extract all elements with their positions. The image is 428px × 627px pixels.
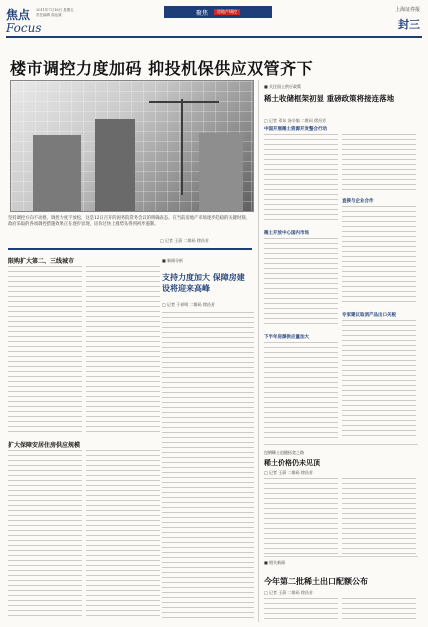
- issue-editor: 责任编辑 曲运斌: [36, 13, 62, 17]
- text-lines: [264, 134, 338, 224]
- text-block: [86, 450, 160, 620]
- banner-main: 聚焦: [195, 9, 208, 17]
- text-lines: [342, 598, 416, 622]
- text-block: [264, 342, 338, 438]
- divider: [8, 248, 252, 250]
- photo-crane: [181, 99, 183, 195]
- text-block: [264, 478, 338, 554]
- text-lines: [86, 266, 160, 436]
- text-lines: [8, 450, 82, 620]
- section-label: ■ 新闻分析: [162, 258, 184, 263]
- text-lines: [342, 206, 416, 306]
- column-divider: [258, 80, 259, 622]
- text-lines: [264, 342, 338, 438]
- right-headline: 稀土收储框架初显 重磅政策将接连落地: [264, 94, 395, 103]
- subheading: 稀土开放中心国内市场: [264, 231, 309, 236]
- issue-meta: [36, 8, 96, 18]
- text-block: [162, 312, 254, 622]
- bottom-credit: □ 记者 王蔚 二维码 徐昌芳: [264, 590, 313, 595]
- text-block: [342, 320, 416, 438]
- subheading: 直接与企业合作: [342, 199, 374, 204]
- text-lines: [8, 266, 82, 436]
- text-block: [8, 266, 82, 436]
- subheading-supply: 扩大保障安居住房供应规模: [8, 442, 81, 449]
- text-lines: [264, 478, 338, 554]
- section-label: ■ 关注国土供应政策: [264, 84, 302, 89]
- subheading: 专家建议取消产品出口关税: [342, 313, 396, 318]
- text-lines: [342, 134, 416, 194]
- photo-building: [95, 119, 135, 211]
- text-lines: [86, 450, 160, 620]
- section-title: 焦点: [6, 8, 31, 22]
- text-block: [342, 206, 416, 306]
- mid-credit: □ 记者 王蔚 二维码 徐昌芳: [264, 470, 313, 475]
- subheading: 中国开展稀土资源开发整合行动: [264, 127, 327, 132]
- center-headline: 支持力度加大 保障房建设将迎来高峰: [162, 272, 245, 293]
- mid-headline: 稀土价格仍未见顶: [264, 458, 320, 467]
- text-block: [342, 478, 416, 554]
- photo-building: [199, 133, 243, 211]
- subheading-limit: 限购扩大第二、三线城市: [8, 258, 75, 265]
- banner-sub: 房地产调控: [214, 9, 240, 15]
- bottom-headline: 今年第二批稀土出口配额公布: [264, 576, 368, 586]
- text-block: [342, 134, 416, 194]
- news-photo: [10, 80, 254, 212]
- paper-name: 上海证券报: [394, 7, 420, 13]
- text-lines: [264, 598, 338, 622]
- section-label: ■ 相关新闻: [264, 560, 286, 565]
- photo-crane-arm: [149, 101, 219, 103]
- text-block: [8, 450, 82, 620]
- text-block: [264, 598, 338, 622]
- page-number: 封三: [398, 18, 420, 31]
- text-lines: [264, 238, 338, 328]
- text-block: [264, 134, 338, 224]
- right-credit: □ 记者 邓东 汤辛愉 二维码 徐昌芳: [264, 118, 327, 123]
- caption-credit: □ 记者 王蔚 二维码 徐昌芳: [160, 238, 209, 243]
- page-header: [6, 4, 422, 38]
- divider: [264, 556, 418, 557]
- main-headline: 楼市调控力度加码 抑投机保供应双管齐下: [10, 59, 314, 78]
- section-subtitle: Focus: [6, 21, 42, 35]
- text-lines: [342, 478, 416, 554]
- text-block: [86, 266, 160, 436]
- text-lines: [162, 312, 254, 622]
- photo-caption: 坚持调控方向不动摇、调控力度不放松，这是12日召开的国务院常务会议的明确表态。在当前房地产市场逐步趋稳的关键时刻，政府采取的各项调控措施效果正在逐步显现，房价过快上涨势头得到初步遏制。: [8, 216, 250, 227]
- divider: [264, 444, 418, 445]
- subheading: 下半年房源供应量加大: [264, 335, 309, 340]
- center-credit: □ 记者 于祥明 二维码 徐昌芳: [162, 302, 215, 307]
- photo-building: [33, 135, 81, 211]
- text-block: [342, 598, 416, 622]
- topic-banner: [164, 6, 272, 18]
- text-lines: [342, 320, 416, 438]
- section-label: 包钢稀土追随拓宽之路: [264, 450, 304, 455]
- text-block: [264, 238, 338, 328]
- issue-date: 2011年7月16日 星期五: [36, 8, 74, 12]
